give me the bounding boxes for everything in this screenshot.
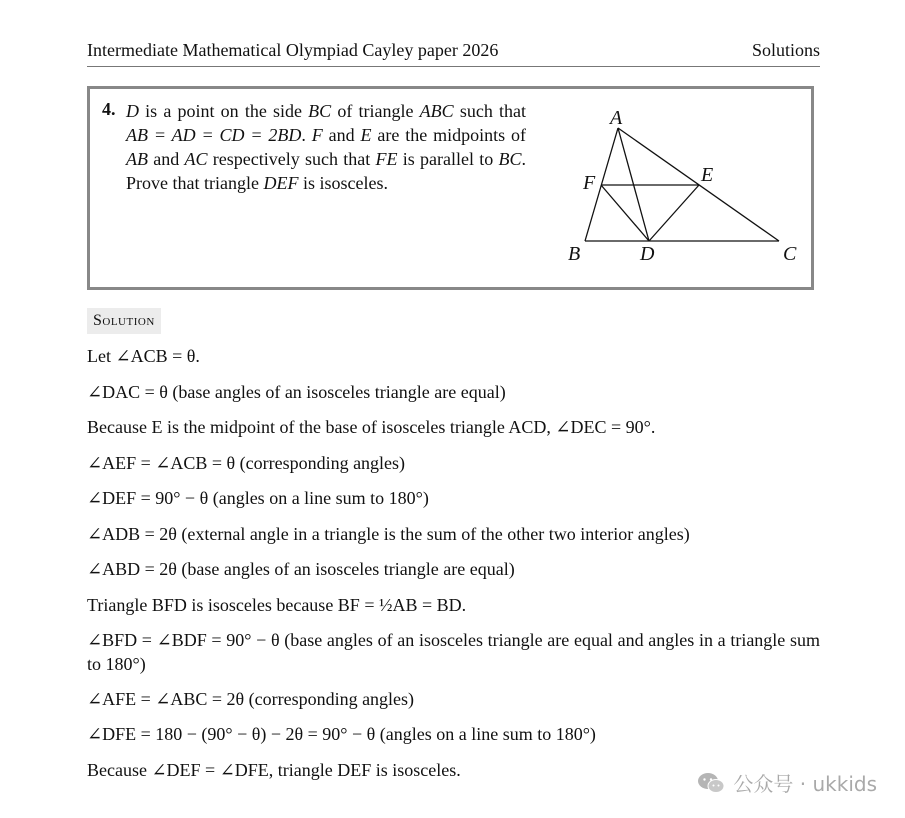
statement-text: and — [322, 125, 361, 145]
statement-text: . — [301, 125, 312, 145]
statement-text: is a point on the side — [139, 101, 309, 121]
math-term: BC — [308, 101, 332, 121]
page-header — [87, 40, 820, 67]
wechat-icon — [697, 772, 725, 794]
solution-line: ∠ABD = 2θ (base angles of an isosceles triangle are equal) — [87, 559, 515, 579]
math-term: E — [360, 125, 372, 145]
solution-line: Triangle BFD is isosceles because BF = ½AB = BD. — [87, 595, 467, 615]
solution-line: Because ∠DEF = ∠DFE, triangle DEF is isosceles. — [87, 760, 461, 780]
math-term: ABC — [419, 101, 454, 121]
triangle-diagram — [560, 100, 810, 270]
label-b: B — [568, 243, 581, 265]
label-c: C — [783, 243, 797, 265]
watermark-text: 公众号 · ukkids — [733, 772, 877, 796]
label-d: D — [640, 243, 655, 265]
solution-line: ∠ADB = 2θ (external angle in a triangle is the sum of the other two interior angles) — [87, 524, 690, 544]
solution-line: Let ∠ACB = θ. — [87, 346, 200, 366]
solution-line: ∠DAC = θ (base angles of an isosceles triangle are equal) — [87, 382, 506, 402]
solution-tag: Solution — [87, 308, 161, 334]
statement-text: respectively such that — [207, 149, 376, 169]
math-term: FE — [375, 149, 398, 169]
statement-text: . Prove that triangle — [126, 149, 526, 193]
header-section: Solutions — [751, 40, 820, 60]
label-a: A — [610, 107, 623, 129]
math-term: AB = AD = CD = 2BD — [126, 125, 302, 145]
statement-text: is isosceles. — [298, 173, 388, 193]
header-title: Intermediate Mathematical Olympiad Cayley paper 2026 — [87, 40, 499, 60]
statement-text: and — [148, 149, 185, 169]
math-term: AC — [184, 149, 208, 169]
statement-text: is parallel to — [397, 149, 499, 169]
label-e: E — [701, 164, 714, 186]
label-f: F — [583, 172, 596, 194]
math-term: F — [311, 125, 323, 145]
problem-statement — [126, 99, 526, 195]
math-term: D — [126, 101, 139, 121]
solution-line: ∠DFE = 180 − (90° − θ) − 2θ = 90° − θ (angles on a line sum to 180°) — [87, 724, 596, 744]
solution-line: ∠DEF = 90° − θ (angles on a line sum to 180°) — [87, 488, 429, 508]
math-term: AB — [126, 149, 148, 169]
watermark — [697, 768, 877, 797]
statement-text: of triangle — [331, 101, 420, 121]
statement-text: are the midpoints of — [371, 125, 526, 145]
solution-line: ∠AFE = ∠ABC = 2θ (corresponding angles) — [87, 689, 415, 709]
math-term: BC — [498, 149, 522, 169]
statement-text: such that — [453, 101, 526, 121]
segment-ed — [649, 185, 699, 241]
solution-line: ∠BFD = ∠BDF = 90° − θ (base angles of an isosceles triangle are equal and angles in a triangle sum to 180°) — [87, 630, 820, 674]
solution-line: Because E is the midpoint of the base of isosceles triangle ACD, ∠DEC = 90°. — [87, 417, 656, 437]
solution-line: ∠AEF = ∠ACB = θ (corresponding angles) — [87, 453, 406, 473]
math-term: DEF — [263, 173, 299, 193]
problem-number: 4. — [102, 99, 116, 119]
